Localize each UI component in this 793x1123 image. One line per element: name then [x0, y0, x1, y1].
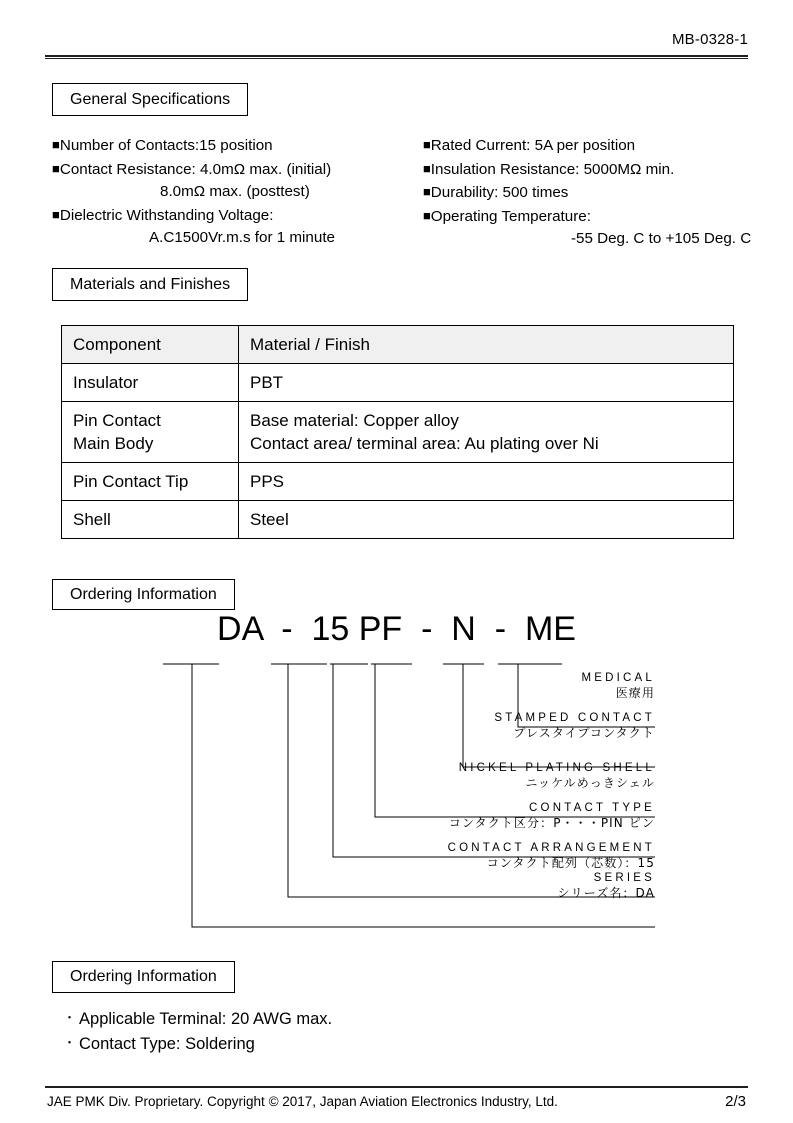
section-header-ordering-information [52, 579, 235, 610]
middle-dot-icon: ・ [63, 1010, 77, 1025]
document-code: MB-0328-1 [671, 31, 748, 48]
list-item-text: Applicable Terminal: 20 AWG max. [79, 1010, 333, 1028]
callout-label-jp: コンタクト区分：P・・・PIN ピン [448, 816, 655, 830]
callout-contact-type [449, 802, 655, 831]
cell-component: Insulator [62, 364, 239, 402]
table-header-row [62, 326, 734, 364]
column-header-component: Component [62, 326, 239, 364]
spec-item-continuation [423, 228, 752, 251]
square-bullet-icon: ■ [52, 206, 60, 222]
square-bullet-icon: ■ [52, 160, 60, 176]
ordering-notes-list [63, 1006, 332, 1056]
callout-medical [581, 672, 655, 701]
spec-item-text: 8.0mΩ max. (posttest) [160, 183, 310, 200]
general-specifications-right-column [423, 134, 752, 251]
table-row [62, 463, 734, 501]
cell-component [62, 402, 239, 463]
callout-label-en: NICKEL PLATING SHELL [458, 762, 655, 774]
callout-label-en: MEDICAL [581, 672, 655, 684]
callout-label-jp: ニッケルめっきシェル [525, 776, 655, 790]
square-bullet-icon: ■ [422, 184, 431, 199]
section-header-materials-and-finishes [52, 268, 248, 301]
cell-material-line1: Base material: Copper alloy [250, 411, 459, 430]
cell-material: Steel [239, 501, 734, 539]
spec-item [423, 205, 752, 229]
spec-item-text: Contact Resistance: 4.0mΩ max. (initial) [59, 160, 332, 178]
section-header-label: Ordering Information [70, 968, 217, 985]
spec-item [423, 158, 752, 182]
square-bullet-icon: ■ [422, 137, 431, 152]
spec-item-text: A.C1500Vr.m.s for 1 minute [149, 229, 335, 246]
part-number-breakdown-diagram [0, 610, 793, 940]
cell-component: Shell [62, 501, 239, 539]
section-header-label: Ordering Information [70, 585, 217, 603]
callout-stamped-contact [494, 712, 655, 741]
footer-page-number: 2/3 [725, 1093, 746, 1110]
spec-item-text: Insulation Resistance: 5000MΩ min. [430, 160, 675, 178]
square-bullet-icon: ■ [52, 137, 60, 152]
callout-nickel-plating-shell [459, 762, 655, 791]
list-item [63, 1031, 332, 1056]
callout-label-en: SERIES [593, 872, 655, 884]
header-rule [45, 55, 748, 59]
middle-dot-icon: ・ [63, 1035, 77, 1050]
table-row [62, 501, 734, 539]
spec-item [52, 134, 423, 158]
part-number-string: DA - 15 PF - N - ME [217, 610, 576, 648]
spec-item-text: Rated Current: 5A per position [430, 137, 636, 154]
list-item [63, 1006, 332, 1031]
spec-item-text: Operating Temperature: [430, 207, 591, 225]
cell-component-line1: Pin Contact [73, 411, 161, 430]
footer-copyright: JAE PMK Div. Proprietary. Copyright © 2017, Japan Aviation Electronics Industry, Ltd. [47, 1094, 558, 1109]
footer-rule [45, 1086, 748, 1089]
callout-label-jp: 医療用 [615, 686, 655, 700]
cell-material: PBT [239, 364, 734, 402]
section-header-label: Materials and Finishes [70, 275, 231, 293]
spec-item-text: Durability: 500 times [430, 184, 569, 201]
section-header-general-specifications [52, 83, 248, 116]
callout-label-jp: コンタクト配列（芯数）：15 [486, 856, 655, 870]
callout-label-en: CONTACT ARRANGEMENT [447, 842, 655, 854]
callout-label-en: CONTACT TYPE [529, 802, 655, 814]
cell-component: Pin Contact Tip [62, 463, 239, 501]
cell-material: PPS [239, 463, 734, 501]
table-row [62, 364, 734, 402]
callout-series [558, 872, 655, 901]
spec-item [423, 181, 752, 205]
cell-component-line2: Main Body [73, 434, 154, 453]
materials-table [61, 325, 734, 539]
cell-material-line2: Contact area/ terminal area: Au plating over Ni [250, 434, 599, 453]
spec-item [52, 158, 423, 182]
callout-contact-arrangement [448, 842, 655, 871]
spec-item-continuation [52, 181, 423, 204]
part-number-leader-lines [0, 610, 793, 940]
section-header-ordering-information-2 [52, 961, 235, 993]
square-bullet-icon: ■ [422, 160, 431, 176]
table-row [62, 402, 734, 463]
spec-item-text: -55 Deg. C to +105 Deg. C [570, 230, 752, 247]
list-item-text: Contact Type: Soldering [79, 1035, 255, 1053]
callout-label-jp: プレスタイプコンタクト [513, 726, 655, 740]
cell-material [239, 402, 734, 463]
callout-label-en: STAMPED CONTACT [494, 712, 655, 724]
spec-item-continuation [52, 227, 423, 250]
spec-item-text: Dielectric Withstanding Voltage: [59, 206, 274, 224]
section-header-label: General Specifications [70, 90, 231, 108]
general-specifications-left-column [52, 134, 423, 251]
spec-item-text: Number of Contacts:15 position [59, 137, 273, 154]
square-bullet-icon: ■ [422, 207, 431, 223]
general-specifications-list [52, 134, 752, 251]
column-header-material-finish: Material / Finish [239, 326, 734, 364]
callout-label-jp: シリーズ名：DA [557, 886, 655, 900]
spec-item [52, 204, 423, 228]
spec-item [423, 134, 752, 158]
